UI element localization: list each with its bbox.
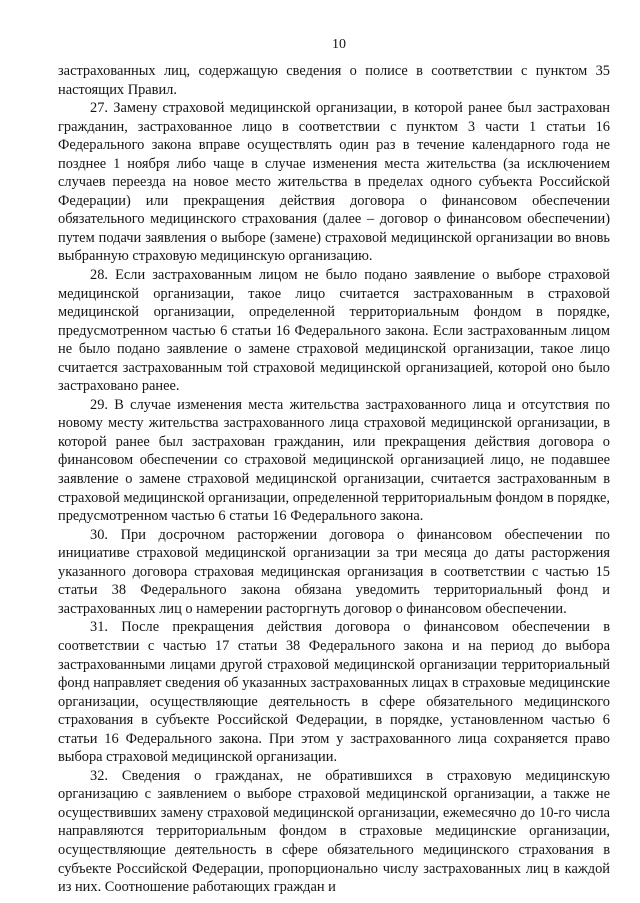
paragraph-29: 29. В случае изменения места жительства застрахованного лица и отсутствия по новому месту жительства застрахованного лица страховой медицинской организации, в которой ранее был застрахован гражданин, или прекращения действия договора о финансовом обеспечении со страховой медицинской организацией лицо, не подавшее заявление о замене страховой медицинской организации, считается застрахованным в страховой медицинской организации, определенной территориальным фондом в порядке, предусмотренном частью 6 статьи 16 Федерального закона. [58,396,610,525]
document-page [58,36,610,897]
paragraph-continuation: застрахованных лиц, содержащую сведения о полисе в соответствии с пунктом 35 настоящих Правил. [58,63,610,98]
paragraph-32: 32. Сведения о гражданах, не обратившихся в страховую медицинскую организацию с заявлением о выборе страховой медицинской организации, а также не осуществивших замену страховой медицинской организации, ежемесячно до 10-го числа направляются территориальным фондом в страховые медицинские организации, осуществляющие деятельность в сфере обязательного медицинского страхования в субъекте Российской Федерации, пропорционально числу застрахованных лиц в каждой из них. Соотношение работающих граждан и [58,767,610,896]
paragraph-31: 31. После прекращения действия договора о финансовом обеспечении в соответствии с частью 17 статьи 38 Федерального закона и на период до выбора застрахованными лицами другой страховой медицинской организации территориальный фонд направляет сведения об указанных застрахованных лицах в страховые медицинские организации, осуществляющие деятельность в сфере обязательного медицинского страхования в субъекте Российской Федерации, в порядке, установленном частью 6 статьи 16 Федерального закона. При этом у застрахованного лица сохраняется право выбора страховой медицинской организации. [58,619,610,766]
paragraph-27: 27. Замену страховой медицинской организации, в которой ранее был застрахован гражданин, застрахованное лицо в соответствии с пунктом 3 части 1 статьи 16 Федерального закона вправе осуществлять один раз в течение календарного года не позднее 1 ноября либо чаще в случае изменения места жительства (за исключением случаев переезда на новое место жительства в пределах одного субъекта Российской Федерации) или прекращения действия договора о финансовом обеспечении обязательного медицинского страхования (далее – договор о финансовом обеспечении) путем подачи заявления о выборе (замене) страховой медицинской организации во вновь выбранную страховую медицинскую организацию. [58,100,610,265]
paragraph-30: 30. При досрочном расторжении договора о финансовом обеспечении по инициативе страховой медицинской организации за три месяца до даты расторжения указанного договора страховая медицинская организация в соответствии с частью 15 статьи 38 Федерального закона обязана уведомить территориальный фонд и застрахованных лиц о намерении расторгнуть договор о финансовом обеспечении. [58,526,610,617]
paragraph-28: 28. Если застрахованным лицом не было подано заявление о выборе страховой медицинской организации, такое лицо считается застрахованным в страховой медицинской организации, определенной территориальным фондом в порядке, предусмотренном частью 6 статьи 16 Федерального закона. Если застрахованным лицом не было подано заявление о замене страховой медицинской организации, такое лицо считается застрахованным той страховой медицинской организацией, которой оно было застраховано ранее. [58,267,610,395]
page-number: 10 [332,37,346,52]
